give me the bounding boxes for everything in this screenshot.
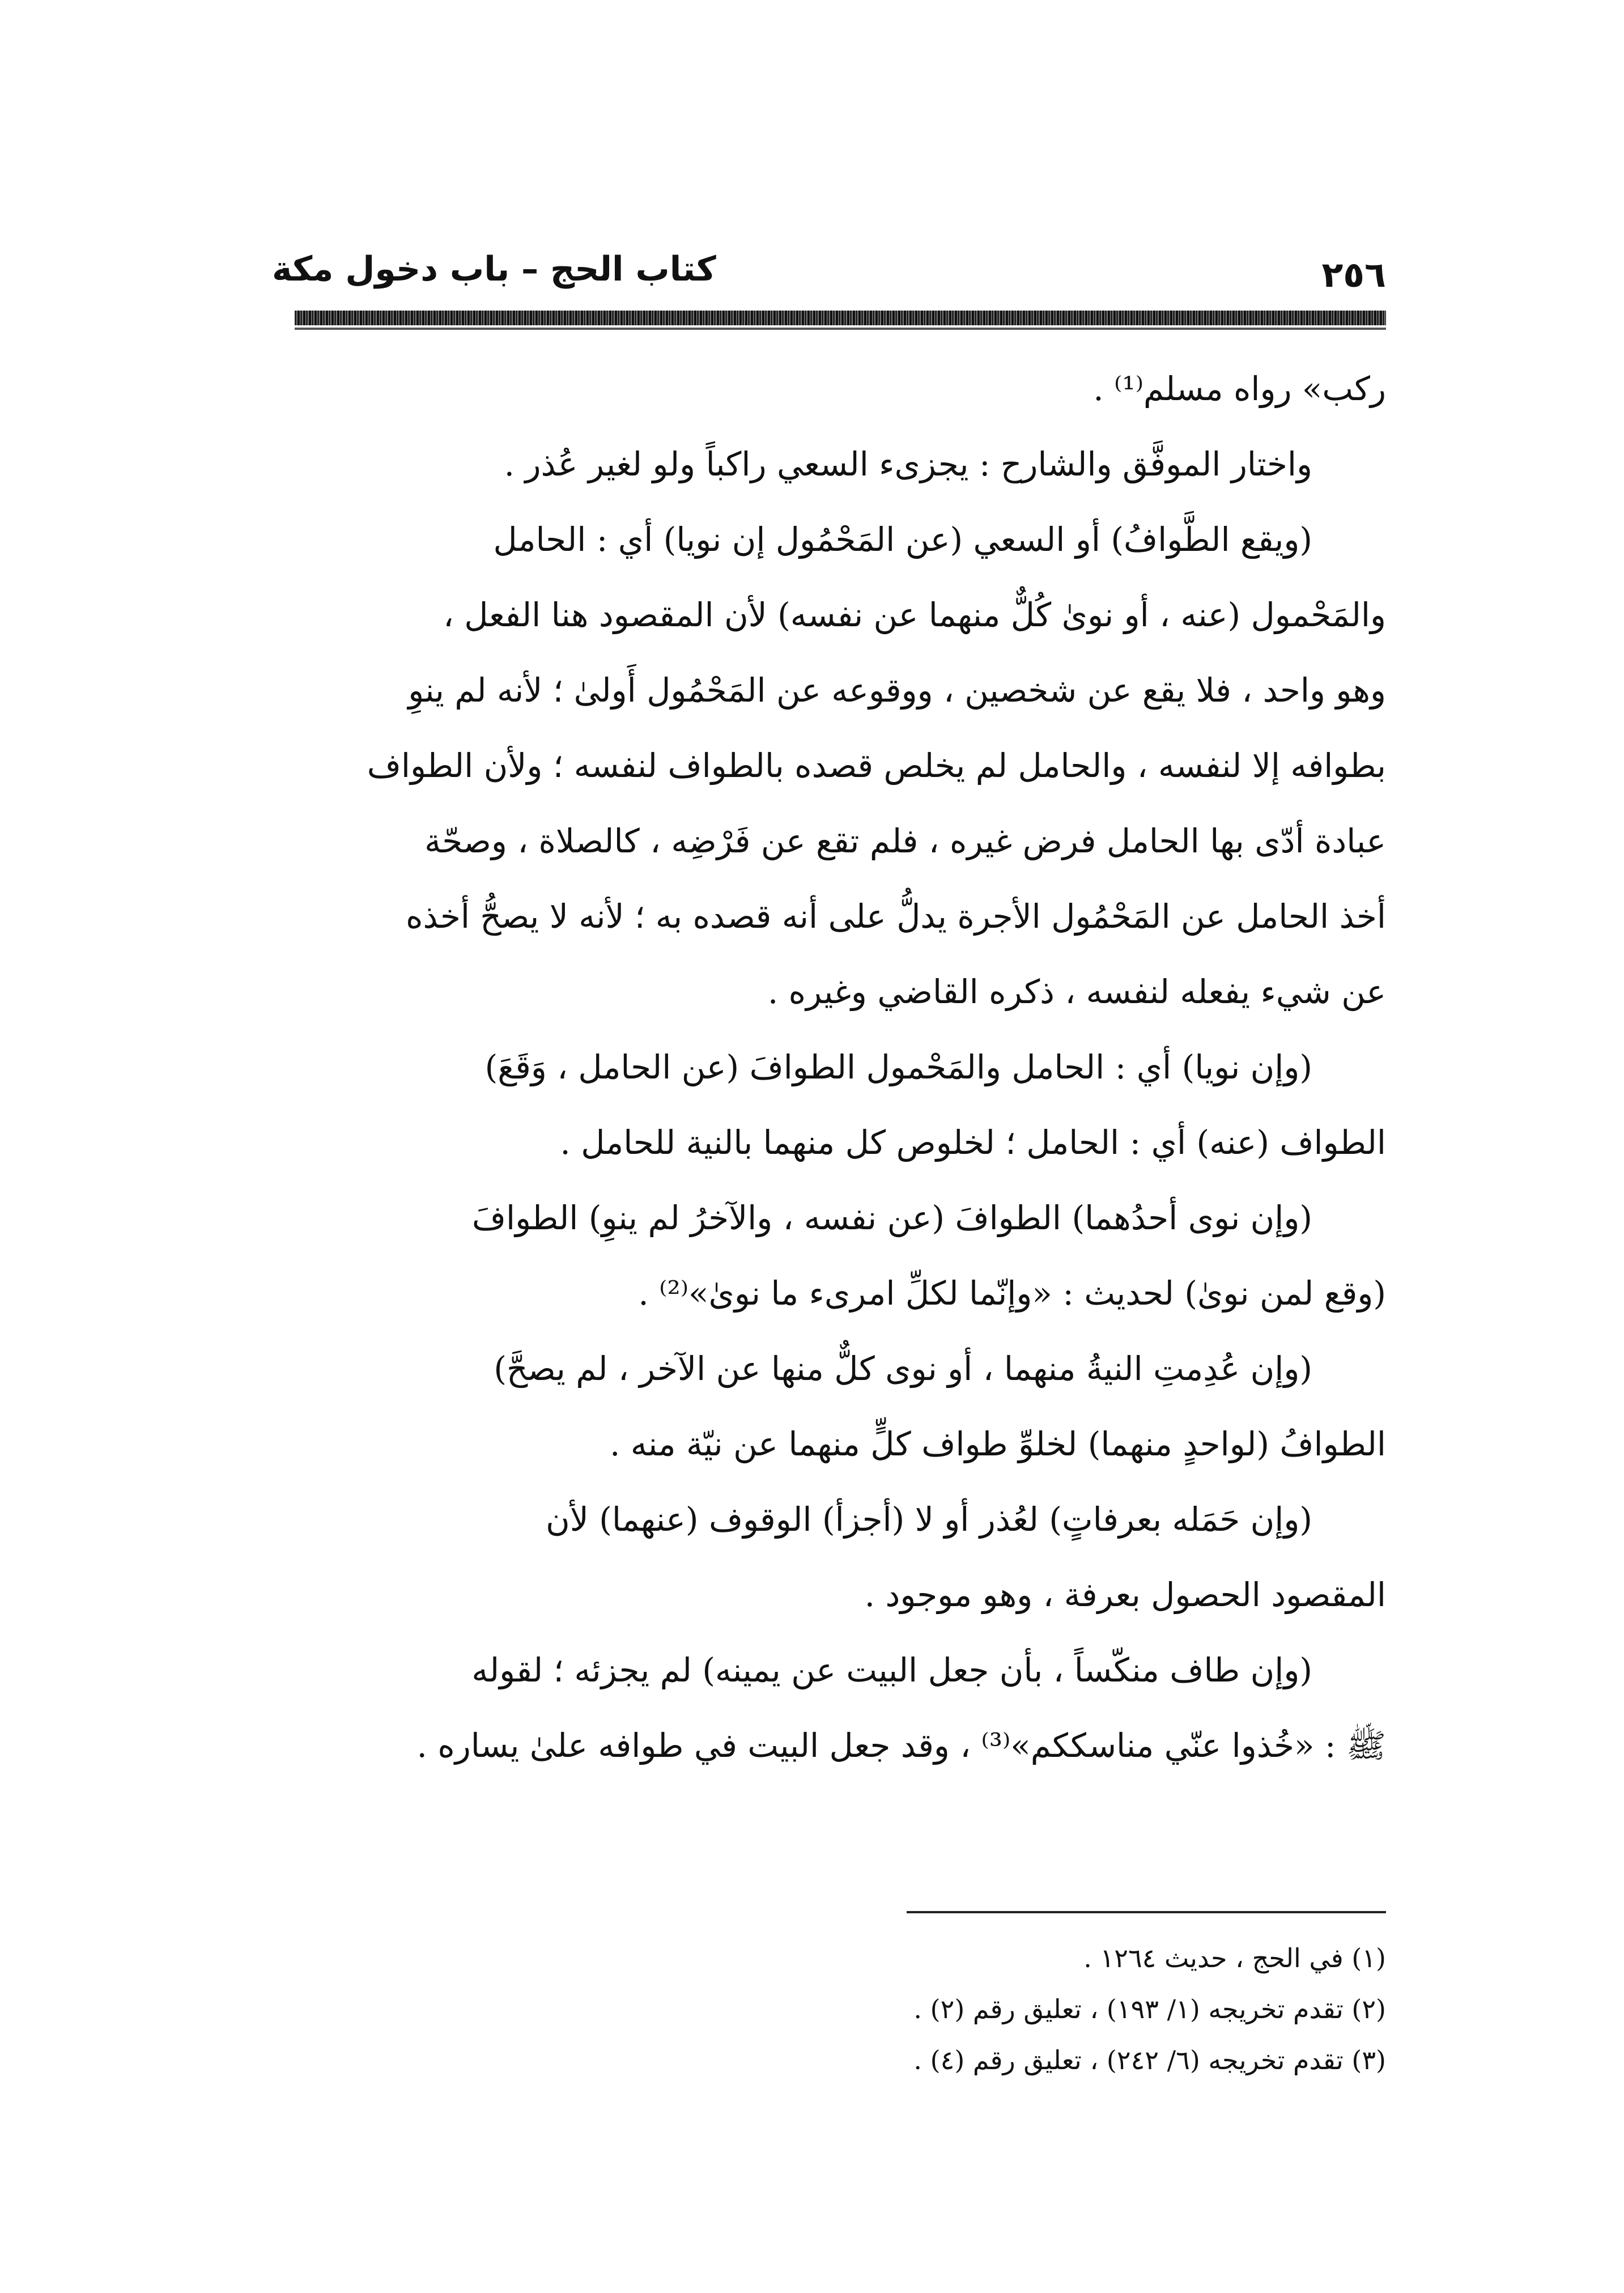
text-line: المقصود الحصول بعرفة ، وهو موجود .: [864, 1576, 1386, 1614]
footnote: (١) في الحج ، حديث ١٢٦٤ .: [1083, 1943, 1386, 1973]
text-line: الطوافُ (لواحدٍ منهما) لخلوِّ طواف كلٍّ منهما عن نيّة منه .: [609, 1425, 1386, 1463]
text-line: (وإن نويا) أي : الحامل والمَحْمول الطوافَ (عن الحامل ، وَقَعَ): [484, 1048, 1312, 1086]
text-line: (وإن نوى أحدُهما) الطوافَ (عن نفسه ، والآخرُ لم ينوِ) الطوافَ: [471, 1199, 1312, 1237]
text-line: عبادة أدّى بها الحامل فرض غيره ، فلم تقع عن فَرْضِه ، كالصلاة ، وصحّة: [424, 822, 1386, 860]
text-line: (وإن عُدِمتِ النيةُ منهما ، أو نوى كلٌّ منها عن الآخر ، لم يصحَّ): [494, 1349, 1312, 1388]
text-line: (وقع لمن نوىٰ) لحديث : «وإنّما لكلِّ امرىء ما نوىٰ»⁽²⁾ .: [638, 1274, 1386, 1313]
header-rule: [295, 311, 1386, 325]
text-line: عن شيء يفعله لنفسه ، ذكره القاضي وغيره .: [767, 973, 1386, 1011]
text-line: أخذ الحامل عن المَحْمُول الأجرة يدلُّ على أنه قصده به ؛ لأنه لا يصحُّ أخذه: [406, 897, 1386, 936]
running-title: كتاب الحج – باب دخول مكة: [272, 249, 716, 289]
text-line: واختار الموفَّق والشارح : يجزىء السعي راكباً ولو لغير عُذر .: [504, 445, 1312, 483]
text-line: (وإن طاف منكّساً ، بأن جعل البيت عن يمينه) لم يجزئه ؛ لقوله: [471, 1651, 1312, 1689]
text-line: وهو واحد ، فلا يقع عن شخصين ، ووقوعه عن المَحْمُول أَولىٰ ؛ لأنه لم ينوِ: [408, 671, 1386, 710]
header-rule-thin: [295, 328, 1386, 330]
footnotes: [272, 1933, 1386, 2086]
text-line: (ويقع الطَّوافُ) أو السعي (عن المَحْمُول إن نويا) أي : الحامل: [493, 520, 1312, 559]
text-line: (وإن حَمَله بعرفاتٍ) لعُذر أو لا (أجزأ) الوقوف (عنهما) لأن: [546, 1500, 1312, 1539]
footnote: (٣) تقدم تخريجه (٦/ ٢٤٢) ، تعليق رقم (٤) .: [913, 2045, 1386, 2075]
body-text: [272, 351, 1386, 1784]
text-line: ﷺ : «خُذوا عنّي مناسككم»⁽³⁾ ، وقد جعل البيت في طوافه علىٰ يساره .: [416, 1726, 1386, 1765]
text-line: ركب» رواه مسلم⁽¹⁾ .: [1093, 370, 1386, 408]
footnote: (٢) تقدم تخريجه (١/ ١٩٣) ، تعليق رقم (٢) .: [913, 1994, 1386, 2024]
text-line: الطواف (عنه) أي : الحامل ؛ لخلوص كل منهما بالنية للحامل .: [560, 1123, 1386, 1162]
page-number: ٢٥٦: [1321, 254, 1386, 295]
footnote-rule: [907, 1911, 1386, 1913]
text-line: بطوافه إلا لنفسه ، والحامل لم يخلص قصده بالطواف لنفسه ؛ ولأن الطواف: [367, 746, 1386, 785]
running-header: [272, 244, 1386, 306]
text-line: والمَحْمول (عنه ، أو نوىٰ كُلٌّ منهما عن نفسه) لأن المقصود هنا الفعل ،: [443, 596, 1386, 634]
